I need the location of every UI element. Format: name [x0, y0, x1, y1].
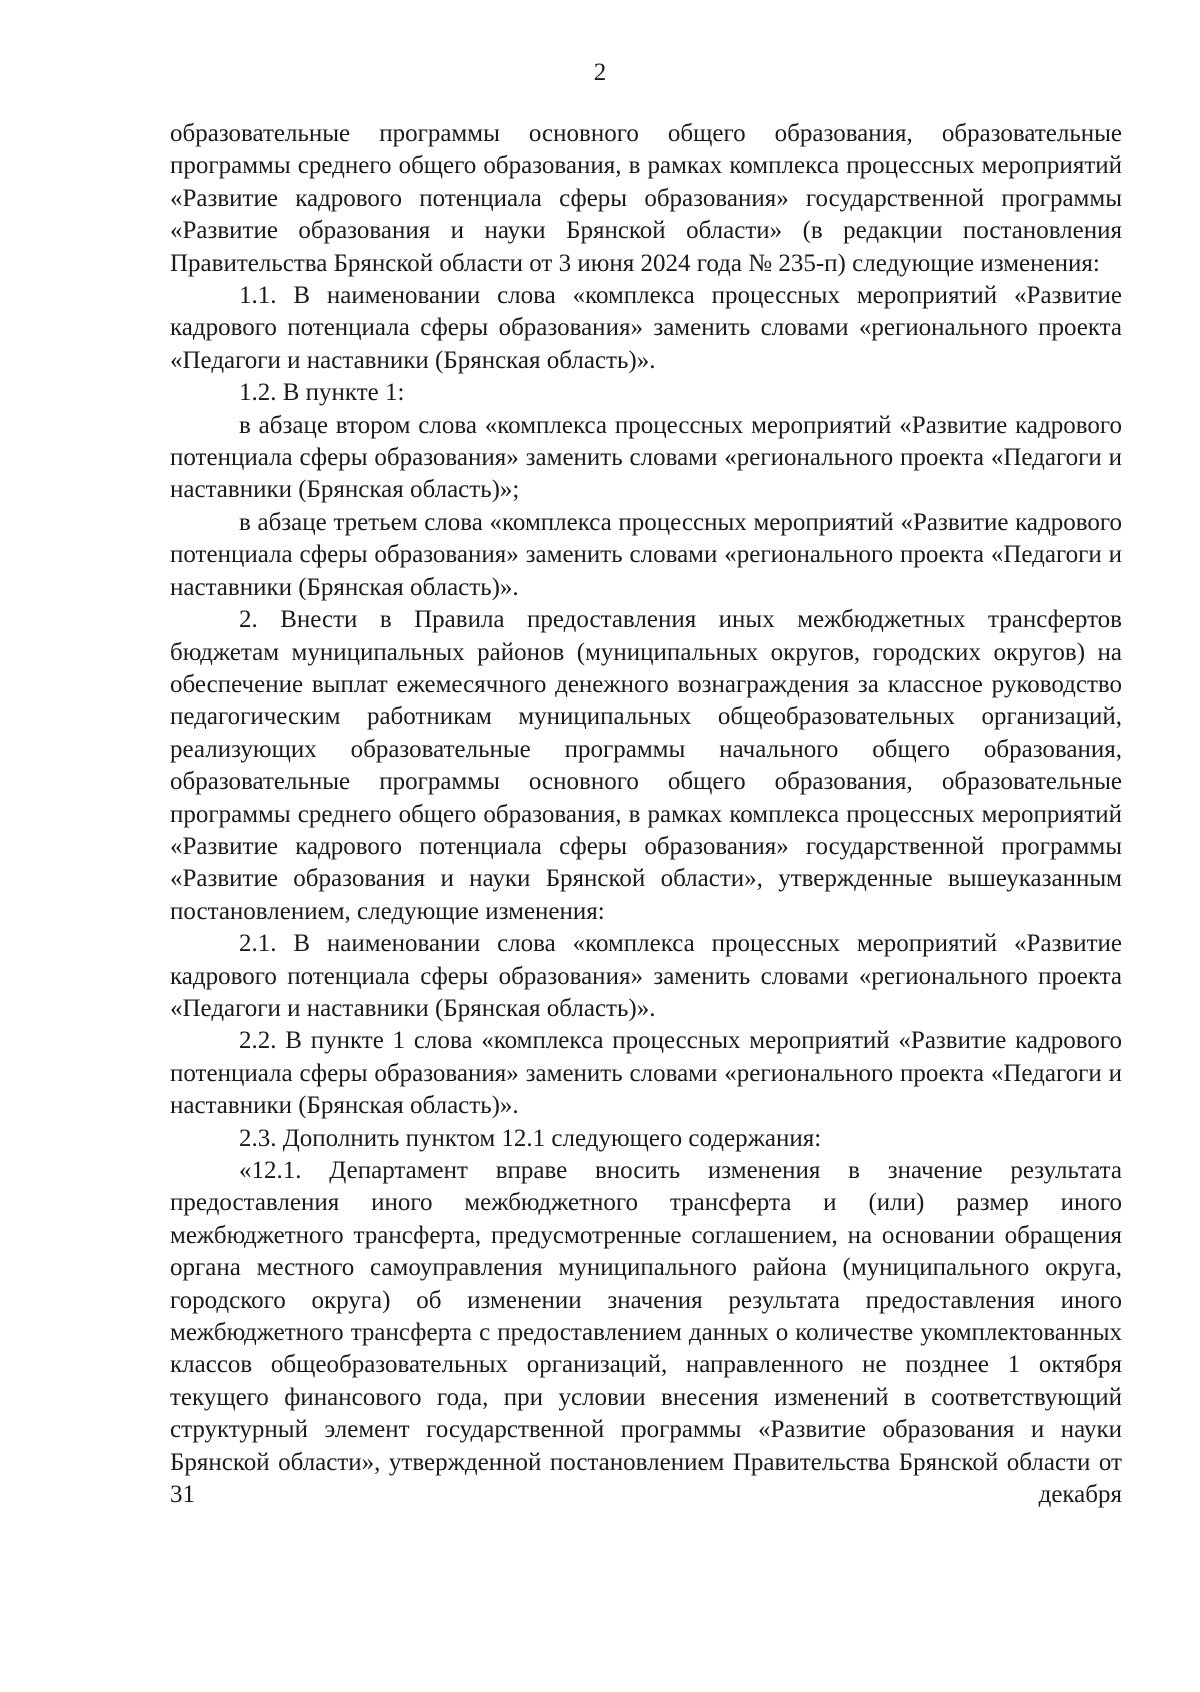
paragraph-2-1: 2.1. В наименовании слова «комплекса процессных мероприятий «Развитие кадрового потенциала сферы образования» заменить словами «регионального проекта «Педагоги и наставники (Брянская область)». — [170, 930, 1122, 1022]
paragraph-2-3: 2.3. Дополнить пунктом 12.1 следующего содержания: — [239, 1124, 822, 1152]
page-number: 2 — [593, 59, 607, 86]
paragraph-1-2-second-abzac: в абзаце втором слова «комплекса процессных мероприятий «Развитие кадрового потенциала сферы образования» заменить словами «регионального проекта «Педагоги и наставники (Брянская область)»; — [170, 411, 1122, 504]
paragraph-12-1-quote: «12.1. Департамент вправе вносить изменения в значение результата предоставления иного межбюджетного трансферта и (или) размер иного межбюджетного трансферта, предусмотренные соглашением, на основании обращения органа местного самоуправления муниципального района (муниципального округа, городского округа) об изменении значения результата предоставления иного межбюджетного трансферта с предоставлением данных о количестве укомплектованных классов общеобразовательных организаций, направленного не позднее 1 октября текущего финансового года, при условии внесения изменений в соответствующий структурный элемент государственной программы «Развитие образования и науки Брянской области», утвержденной постановлением Правительства Брянской области от 31 декабря — [170, 1157, 1122, 1509]
paragraph-intro-continuation: образовательные программы основного общего образования, образовательные программы среднего общего образования, в рамках комплекса процессных мероприятий «Развитие кадрового потенциала сферы образования» государственной программы «Развитие образования и науки Брянской области» (в редакции постановления Правительства Брянской области от 3 июня 2024 года № 235-п) следующие изменения: — [170, 120, 1122, 277]
paragraph-2-2: 2.2. В пункте 1 слова «комплекса процессных мероприятий «Развитие кадрового потенциала сферы образования» заменить словами «регионального проекта «Педагоги и наставники (Брянская область)». — [170, 1027, 1122, 1120]
paragraph-1-2-third-abzac: в абзаце третьем слова «комплекса процессных мероприятий «Развитие кадрового потенциала сферы образования» заменить словами «регионального проекта «Педагоги и наставники (Брянская область)». — [170, 508, 1122, 601]
paragraph-1-2: 1.2. В пункте 1: — [239, 379, 405, 407]
paragraph-2: 2. Внести в Правила предоставления иных межбюджетных трансфертов бюджетам муниципальных районов (муниципальных округов, городских округов) на обеспечение выплат ежемесячного денежного вознаграждения за классное руководство педагогическим работникам муниципальных общеобразовательных организаций, реализующих образовательные программы начального общего образования, образовательные программы основного общего образования, образовательные программы среднего общего образования, в рамках комплекса процессных мероприятий «Развитие кадрового потенциала сферы образования» государственной программы «Развитие образования и науки Брянской области», утвержденные вышеуказанным постановлением, следующие изменения: — [170, 606, 1122, 925]
paragraph-1-1: 1.1. В наименовании слова «комплекса процессных мероприятий «Развитие кадрового потенциала сферы образования» заменить словами «регионального проекта «Педагоги и наставники (Брянская область)». — [170, 282, 1122, 374]
document-body — [170, 118, 1122, 1511]
